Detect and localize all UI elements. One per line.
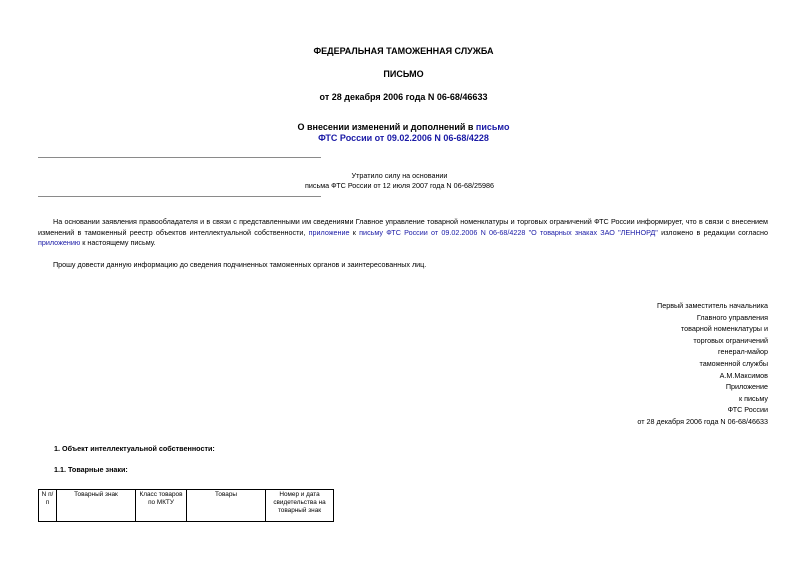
col-goods: Товары <box>187 490 266 522</box>
divider-bottom <box>38 196 321 197</box>
appendix-line: Приложение <box>725 382 768 391</box>
document-type: ПИСЬМО <box>383 69 424 79</box>
p1-text-1: На основании заявления правообладателя и в связи с представленными им сведениями Главное управление товарной номенклатуры и торговых ограничений ФТС России информирует, что в связи с внесением изменений в таможенный реестр объектов интеллектуальной собственности, <box>38 217 768 237</box>
signature-line: Первый заместитель начальника <box>657 301 768 310</box>
col-trademark: Товарный знак <box>57 490 136 522</box>
p1-link-appendix-2[interactable]: приложению <box>38 238 81 247</box>
subject-link-letter[interactable]: письмо <box>475 122 510 132</box>
p1-link-letter[interactable]: письму ФТС России от 09.02.2006 N 06-68/4228 "О товарных знаках ЗАО "ЛЕННОРД" <box>359 227 658 237</box>
signature-line: генерал-майор <box>718 347 768 357</box>
p1-text-2: к <box>349 227 360 237</box>
status-line-2: письма ФТС России от 12 июля 2007 года N 06-68/25986 <box>305 181 494 190</box>
signature-line: А.М.Максимов <box>719 370 768 380</box>
agency-title: ФЕДЕРАЛЬНАЯ ТАМОЖЕННАЯ СЛУЖБА <box>313 46 494 56</box>
subject-link-reference[interactable]: ФТС России от 09.02.2006 N 06-68/4228 <box>318 133 489 143</box>
document-date-number: от 28 декабря 2006 года N 06-68/46633 <box>319 92 488 102</box>
appendix-line: ФТС России <box>727 405 768 415</box>
col-number: N п/п <box>39 490 57 522</box>
table-header-row <box>39 490 334 522</box>
subject-prefix: О внесении изменений и дополнений в <box>297 122 476 132</box>
signature-line: таможенной службы <box>699 358 768 368</box>
appendix-line: к письму <box>738 393 768 403</box>
col-certificate: Номер и дата свидетельства на товарный знак <box>266 490 334 522</box>
appendix-block <box>637 381 768 427</box>
p1-text-4: к настоящему письму. <box>80 238 156 247</box>
p1-text-3: изложено в редакции согласно <box>657 227 768 237</box>
subject-line-1 <box>0 122 807 133</box>
body-paragraph-1 <box>38 217 768 249</box>
divider-top <box>38 157 321 158</box>
signature-line: Главного управления <box>696 312 768 322</box>
appendix-line: от 28 декабря 2006 года N 06-68/46633 <box>637 416 768 426</box>
signature-block <box>657 300 768 381</box>
col-class: Класс товаров по МКТУ <box>136 490 187 522</box>
p1-link-appendix[interactable]: приложение <box>308 227 350 237</box>
trademarks-table <box>38 489 334 522</box>
section-1-1-heading: 1.1. Товарные знаки: <box>54 465 128 474</box>
status-line-1: Утратило силу на основании <box>351 171 448 180</box>
signature-line: торговых ограничений <box>693 335 768 345</box>
signature-line: товарной номенклатуры и <box>680 324 768 334</box>
body-paragraph-2: Прошу довести данную информацию до сведения подчиненных таможенных органов и заинтересованных лиц. <box>53 260 427 269</box>
section-1-heading: 1. Объект интеллектуальной собственности: <box>54 444 215 453</box>
